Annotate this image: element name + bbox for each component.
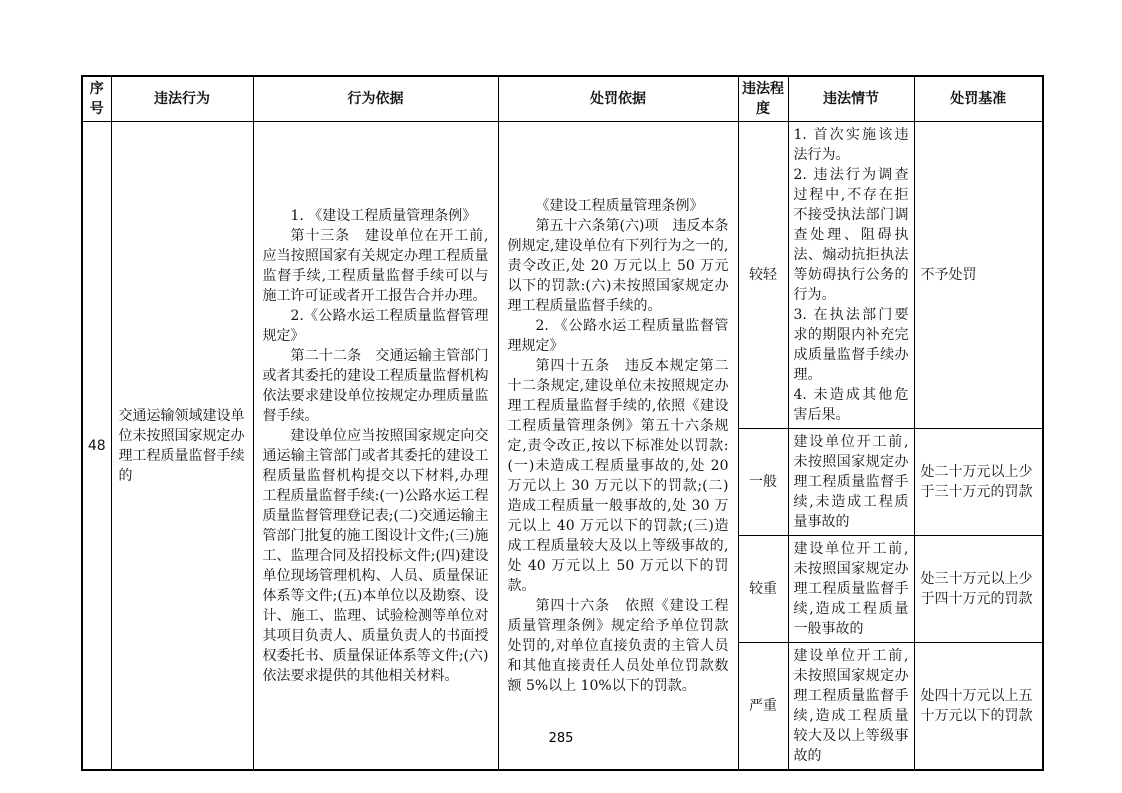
circumstances-severe: 建设单位开工前,未按照国家规定办理工程质量监督手续,造成工程质量较大及以上等级事故的 [788, 643, 914, 771]
degree-row-minor [82, 122, 1043, 429]
header-illegal-behavior: 违法行为 [111, 76, 253, 122]
benchmark-serious: 处三十万元以上少于四十万元的罚款 [914, 536, 1043, 643]
circumstance-item: 3. 在执法部门要求的期限内补充完成质量监督手续办理。 [793, 307, 909, 383]
penalty-basis-paragraph: 第五十六条第(六)项 违反本条例规定,建设单位有下列行为之一的,责令改正,处 20 万元以上 50 万元以下的罚款:(六)未按照国家规定办理工程质量监督手续的。 [507, 217, 729, 314]
circumstances-serious: 建设单位开工前,未按照国家规定办理工程质量监督手续,造成工程质量一般事故的 [788, 536, 914, 643]
circumstance-item: 2. 违法行为调查过程中,不存在拒不接受执法部门调查处理、阻碍执法、煽动抗拒执法等妨碍执行公务的行为。 [793, 167, 909, 303]
page-number: 285 [548, 731, 574, 746]
header-penalty-benchmark: 处罚基准 [914, 76, 1043, 122]
penalty-basis-paragraph: 《建设工程质量管理条例》 [535, 197, 704, 214]
penalty-basis-paragraph: 2. 《公路水运工程质量监督管理规定》 [507, 317, 729, 354]
seq-number: 48 [82, 122, 111, 771]
behavior-basis-text [253, 122, 498, 771]
header-behavior-basis: 行为依据 [253, 76, 498, 122]
circumstances-minor [788, 122, 914, 429]
degree-label-minor: 较轻 [738, 122, 788, 429]
degree-label-serious: 较重 [738, 536, 788, 643]
behavior-basis-paragraph: 2.《公路水运工程质量监督管理规定》 [262, 307, 489, 344]
behavior-basis-paragraph: 第二十二条 交通运输主管部门或者其委托的建设工程质量监督机构依法要求建设单位按规定办理质量监督手续。 [262, 347, 489, 424]
header-violation-circumstances: 违法情节 [788, 76, 914, 122]
benchmark-general: 处二十万元以上少于三十万元的罚款 [914, 429, 1043, 536]
penalty-basis-text [498, 122, 738, 771]
behavior-basis-paragraph: 第十三条 建设单位在开工前,应当按照国家有关规定办理工程质量监督手续,工程质量监督手续可以与施工许可证或者开工报告合并办理。 [262, 227, 489, 304]
header-row [82, 76, 1043, 122]
penalty-basis-paragraph: 第四十五条 违反本规定第二十二条规定,建设单位未按照规定办理工程质量监督手续的,依照《建设工程质量管理条例》第五十六条规定,责令改正,按以下标准处以罚款:(一)未造成工程质量事故的,处 20 万元以上 30 万元以下的罚款;(二)造成工程质量一般事故的,处 30 万元以上 40 万元以下的罚款;(三)造成工程质量较大及以上等级事故的,处 40 万元以上 50 万元以下的罚款。 [507, 357, 729, 594]
penalty-basis-paragraph: 第四十六条 依照《建设工程质量管理条例》规定给予单位罚款处罚的,对单位直接负责的主管人员和其他直接责任人员处单位罚款数额 5%以上 10%以下的罚款。 [507, 597, 729, 694]
circumstance-item: 4. 未造成其他危害后果。 [793, 387, 909, 423]
degree-label-general: 一般 [738, 429, 788, 536]
penalty-discretion-table [81, 75, 1044, 771]
behavior-basis-paragraph: 1. 《建设工程质量管理条例》 [290, 207, 477, 224]
benchmark-severe: 处四十万元以上五十万元以下的罚款 [914, 643, 1043, 771]
illegal-behavior-text: 交通运输领域建设单位未按照国家规定办理工程质量监督手续的 [111, 122, 253, 771]
circumstance-item: 1. 首次实施该违法行为。 [793, 127, 909, 163]
header-seq: 序号 [82, 76, 111, 122]
degree-label-severe: 严重 [738, 643, 788, 771]
benchmark-minor: 不予处罚 [914, 122, 1043, 429]
circumstances-general: 建设单位开工前,未按照国家规定办理工程质量监督手续,未造成工程质量事故的 [788, 429, 914, 536]
behavior-basis-paragraph: 建设单位应当按照国家规定向交通运输主管部门或者其委托的建设工程质量监督机构提交以下材料,办理工程质量监督手续:(一)公路水运工程质量监督管理登记表;(二)交通运输主管部门批复的施工图设计文件;(三)施工、监理合同及招投标文件;(四)建设单位现场管理机构、人员、质量保证体系等文件;(五)本单位以及勘察、设计、施工、监理、试验检测等单位对其项目负责人、质量负责人的书面授权委托书、质量保证体系等文件;(六)依法要求提供的其他相关材料。 [262, 427, 489, 684]
header-violation-degree: 违法程度 [738, 76, 788, 122]
header-penalty-basis: 处罚依据 [498, 76, 738, 122]
